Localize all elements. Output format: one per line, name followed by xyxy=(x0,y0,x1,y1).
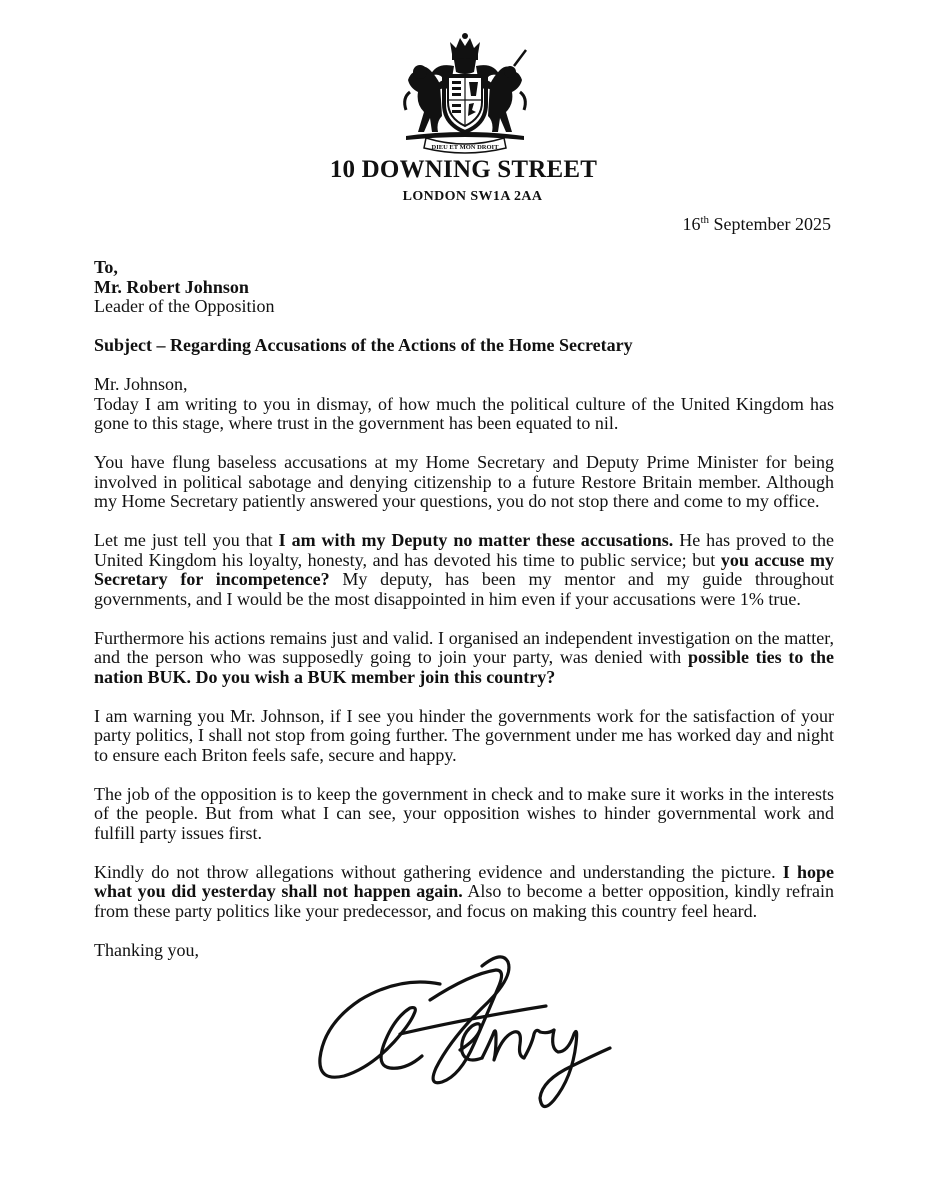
handwritten-signature-icon xyxy=(310,948,620,1118)
closing: Thanking you, xyxy=(94,939,199,960)
paragraph-2: You have flung baseless accusations at my Home Secretary and Deputy Prime Minister for being involved in political sabotage and denying citizenship to a future Restore Britain member. Although my Home Secretary patiently answered your questions, you do not stop there and come to my office. xyxy=(94,452,834,511)
letterhead-title: 10 DOWNING STREET xyxy=(329,156,598,183)
recipient-to: To, xyxy=(94,257,118,277)
letter-subject: Subject – Regarding Accusations of the Actions of the Home Secretary xyxy=(94,335,633,355)
royal-coat-of-arms-icon xyxy=(396,32,534,154)
paragraph-3 xyxy=(94,531,834,609)
date-rest: September 2025 xyxy=(709,214,831,234)
paragraph-7-text: Also to become a better opposition, kindly refrain from these party politics like your predecessor, and focus on making this country feel heard. xyxy=(94,881,834,921)
date-day: 16 xyxy=(682,214,701,234)
letterhead-address: LONDON SW1A 2AA xyxy=(402,189,543,204)
paragraph-3-emphasis: you accuse my Secretary for incompetence? xyxy=(94,549,834,589)
letter-date xyxy=(682,214,831,235)
letter-body xyxy=(94,258,834,960)
paragraph-4-emphasis: possible ties to the nation BUK. Do you wish a BUK member join this country? xyxy=(94,647,835,687)
date-suffix: th xyxy=(700,214,710,226)
paragraph-7 xyxy=(94,863,834,922)
paragraph-3-text: Let me just tell you that xyxy=(94,530,279,550)
paragraph-4 xyxy=(94,629,834,688)
salutation: Mr. Johnson, xyxy=(94,374,188,394)
paragraph-3-emphasis: I am with my Deputy no matter these accusations. xyxy=(278,530,674,550)
paragraph-1: Today I am writing to you in dismay, of how much the political culture of the United Kingdom has gone to this stage, where trust in the government has been equated to nil. xyxy=(94,393,834,433)
paragraph-3-text: He has proved to the United Kingdom his loyalty, honesty, and has devoted his time to public service; but xyxy=(94,530,834,570)
paragraph-5: I am warning you Mr. Johnson, if I see you hinder the governments work for the satisfaction of your party politics, I shall not stop from going further. The government under me has worked day and night to ensure each Briton feels safe, secure and happy. xyxy=(94,705,834,765)
paragraph-6: The job of the opposition is to keep the government in check and to make sure it works in the interests of the people. But from what I can see, your opposition wishes to hinder governmental work and fulfill party issues first. xyxy=(94,783,834,843)
paragraph-7-text: Kindly do not throw allegations without gathering evidence and understanding the picture. xyxy=(94,861,783,882)
paragraph-4-text: Furthermore his actions remains just and valid. I organised an independent investigation on the matter, and the person who was supposedly going to join your party, was denied with xyxy=(94,627,834,667)
recipient-role: Leader of the Opposition xyxy=(94,296,275,316)
paragraph-7-emphasis: I hope what you did yesterday shall not happen again. xyxy=(94,861,834,901)
paragraph-3-text: My deputy, has been my mentor and my guide throughout governments, and I would be the most disappointed in him even if your accusations were 1% true. xyxy=(94,569,834,609)
crest-motto: DIEU ET MON DROIT xyxy=(431,144,499,151)
recipient-name: Mr. Robert Johnson xyxy=(94,276,249,297)
